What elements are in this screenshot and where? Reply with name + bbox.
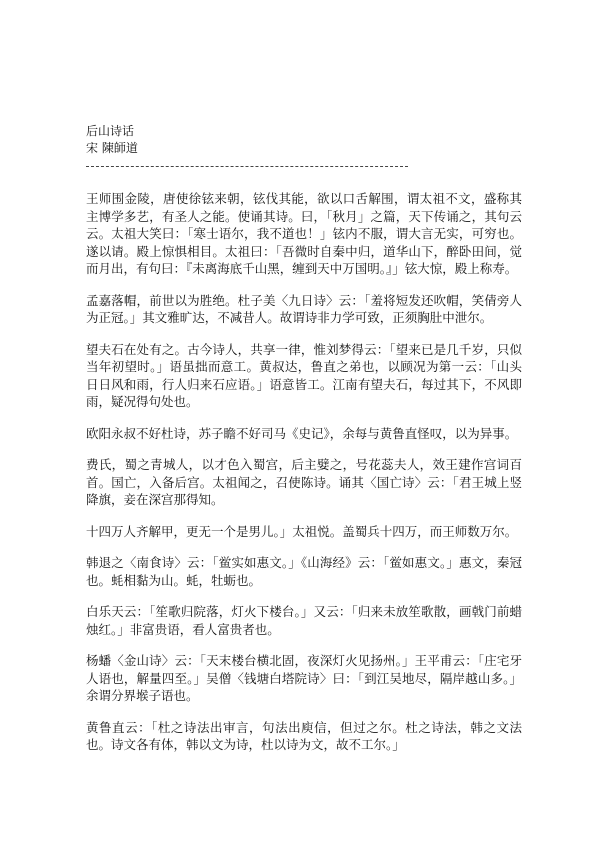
paragraph-2: 孟嘉落帽，前世以为胜绝。杜子美〈九日诗〉云：「羞将短发还吹帽，笑倩旁人为正冠。」其文雅旷达，不减昔人。故谓诗非力学可致，正须胸肚中泄尔。	[86, 292, 522, 325]
paragraph-6: 十四万人齐解甲，更无一个是男儿。」太祖悦。盖蜀兵十四万，而王师数万尔。	[86, 523, 518, 539]
separator-line	[86, 166, 408, 167]
document-title: 后山诗话	[86, 124, 135, 138]
document-author: 宋 陳師道	[86, 141, 138, 155]
paragraph-3: 望夫石在处有之。古今诗人，共享一律，惟刘梦得云：「望来已是几千岁，只似当年初望时。」语虽拙而意工。黄叔达，鲁直之弟也，以顾况为第一云：「山头日日风和雨，行人归来石应语。」语意皆工。江南有望夫石，每过其下，不风即雨，疑况得句处也。	[86, 341, 522, 409]
paragraph-8: 白乐天云：「笙歌归院落，灯火下楼台。」又云：「归来未放笙歌散，画戟门前蜡烛红。」非富贵语，看人富贵者也。	[86, 604, 522, 637]
document-body	[86, 190, 522, 768]
paragraph-4: 欧阳永叔不好杜诗，苏子瞻不好司马《史记》，余每与黄鲁直怪叹，以为异事。	[86, 425, 518, 441]
paragraph-9: 杨蟠〈金山诗〉云：「天末楼台横北固，夜深灯火见扬州。」王平甫云：「庄宅牙人语也，解量四至。」吴僧〈钱塘白塔院诗〉曰：「到江吴地尽，隔岸越山多。」余谓分界堠子语也。	[86, 653, 522, 703]
paragraph-1: 王师围金陵，唐使徐铉来朝，铉伐其能，欲以口舌解围，谓太祖不文，盛称其主博学多艺，有圣人之能。使诵其诗。曰，「秋月」之篇，天下传诵之，其句云云。太祖大笑曰：「寒士语尔，我不道也！」铉内不服，谓大言无实，可穷也。遂以请。殿上惊惧相目。太祖曰：「吾微时自秦中归，道华山下，醉卧田间，觉而月出，有句曰：『未离海底千山黑，缠到天中万国明。』」铉大惊，殿上称寿。	[86, 191, 522, 276]
paragraph-5: 费氏，蜀之青城人，以才色入蜀宫，后主嬖之，号花蕊夫人，效王建作宫词百首。国亡，入备后宫。太祖闻之，召使陈诗。诵其〈国亡诗〉云：「君王城上竖降旗，妾在深宫那得知。	[86, 457, 522, 507]
paragraph-7: 韩退之〈南食诗〉云：「鲎实如惠文。」《山海经》云：「鲎如惠文。」惠文，秦冠也。蚝相黏为山。蚝，牡蛎也。	[86, 555, 522, 588]
paragraph-10: 黄鲁直云：「杜之诗法出审言，句法出庾信，但过之尔。杜之诗法，韩之文法也。诗文各有体，韩以文为诗，杜以诗为文，故不工尔。」	[86, 719, 522, 752]
